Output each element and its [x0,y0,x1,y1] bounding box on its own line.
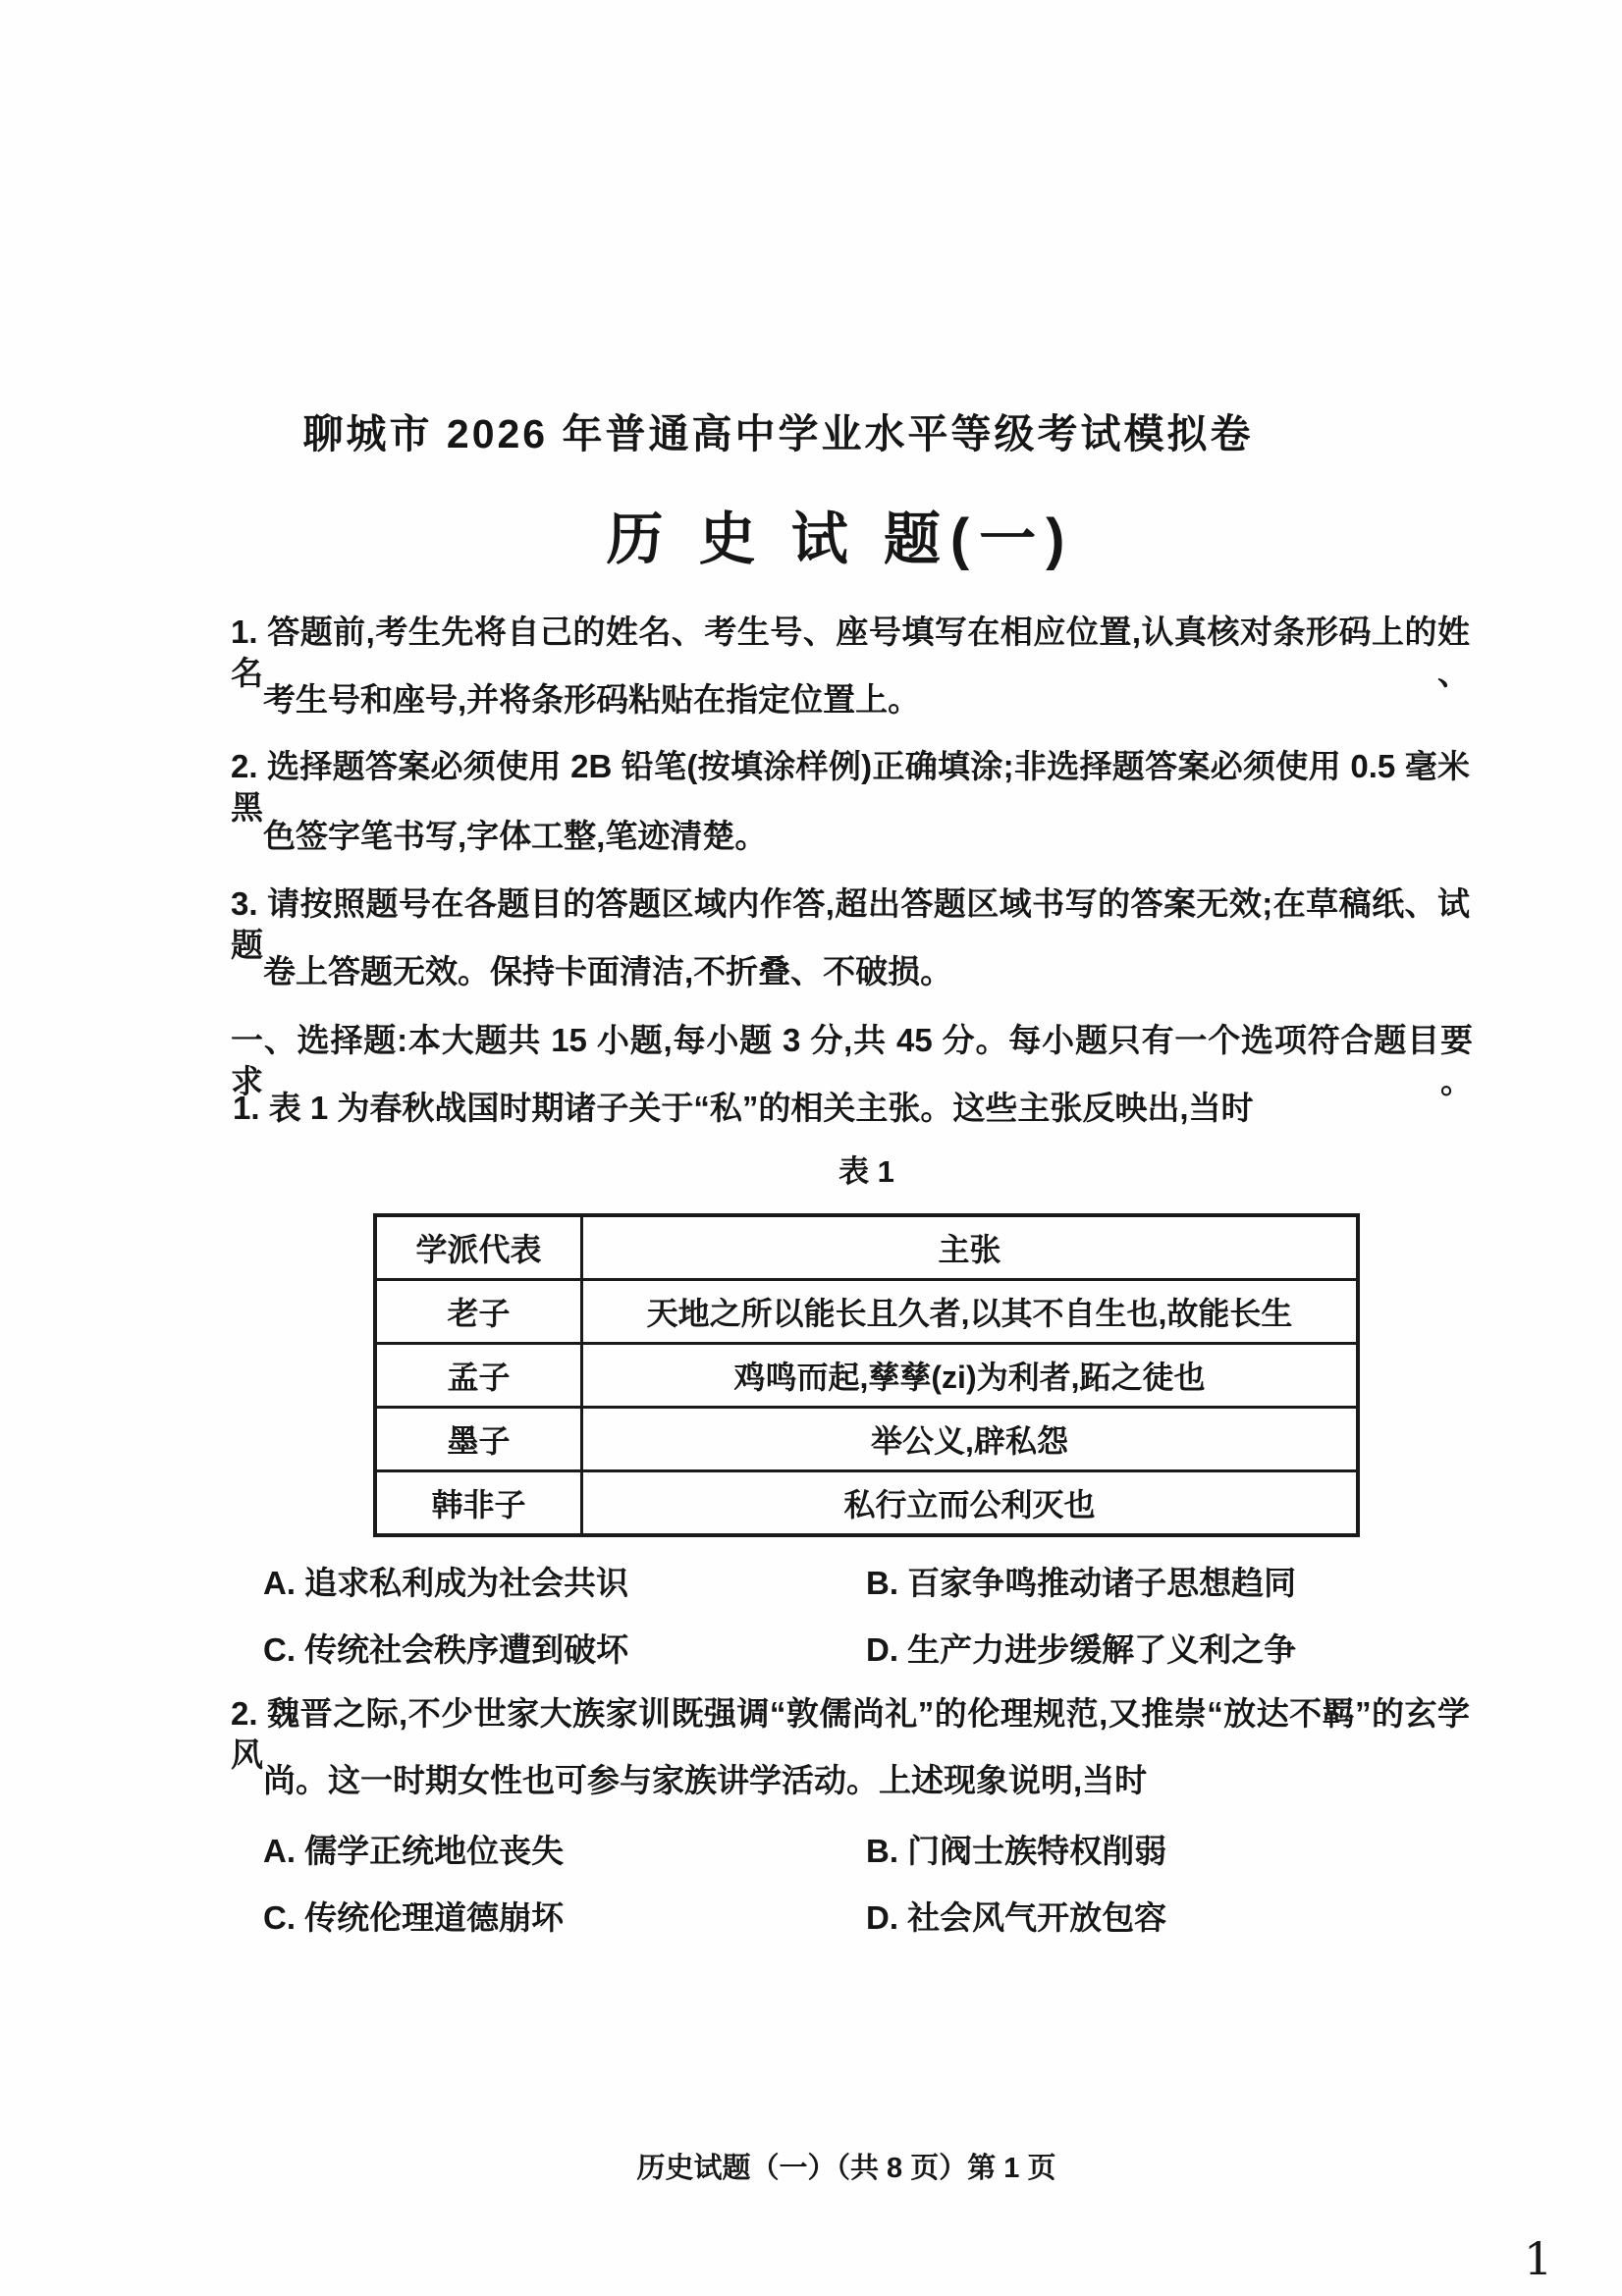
q1-option-d: D. 生产力进步缓解了义利之争 [866,1631,1297,1668]
table-cell: 墨子 [375,1408,582,1471]
table-cell: 天地之所以能长且久者,以其不自生也,故能长生 [582,1280,1359,1344]
table-cell: 举公义,辟私怨 [582,1408,1359,1471]
table-header-cell: 学派代表 [375,1215,582,1280]
page-corner-number: 1 [1524,2232,1553,2285]
exam-header-title: 聊城市 2026 年普通高中学业水平等级考试模拟卷 [302,411,1254,456]
notice-3-line-2: 卷上答题无效。保持卡面清洁,不折叠、不破损。 [263,953,953,989]
q1-table [373,1213,1360,1537]
question-1-stem: 1. 表 1 为春秋战国时期诸子关于“私”的相关主张。这些主张反映出,当时 [233,1090,1254,1126]
table-row [375,1471,1358,1536]
table-caption: 表 1 [838,1154,894,1189]
notice-2-line-2: 色签字笔书写,字体工整,笔迹清楚。 [263,818,768,854]
q2-option-b: B. 门阀士族特权削弱 [866,1833,1167,1869]
table-row [375,1408,1358,1471]
q2-option-a: A. 儒学正统地位丧失 [263,1833,565,1869]
notice-3-line-1: 3. 请按照题号在各题目的答题区域内作答,超出答题区域书写的答案无效;在草稿纸、试题 [231,885,1470,963]
table-cell: 私行立而公利灭也 [582,1471,1359,1536]
table-row [375,1344,1358,1408]
q1-option-b: B. 百家争鸣推动诸子思想趋同 [866,1565,1297,1601]
section-heading: 一、选择题:本大题共 15 小题,每小题 3 分,共 45 分。每小题只有一个选项符合题目要求。 [231,1022,1473,1099]
q2-option-d: D. 社会风气开放包容 [866,1899,1167,1936]
notice-1-line-1: 1. 答题前,考生先将自己的姓名、考生号、座号填写在相应位置,认真核对条形码上的姓名、 [231,614,1470,691]
table-header-cell: 主张 [582,1215,1359,1280]
question-2-line-1: 2. 魏晋之际,不少世家大族家训既强调“敦儒尚礼”的伦理规范,又推崇“放达不羁”的玄学风 [231,1695,1470,1773]
notice-1-line-2: 考生号和座号,并将条形码粘贴在指定位置上。 [263,681,921,718]
footer-page-info: 历史试题（一）（共 8 页）第 1 页 [636,2153,1056,2184]
table-cell: 鸡鸣而起,孳孳(zi)为利者,跖之徒也 [582,1344,1359,1408]
table-row [375,1280,1358,1344]
table-cell: 孟子 [375,1344,582,1408]
q1-option-a: A. 追求私利成为社会共识 [263,1565,629,1601]
table-cell: 老子 [375,1280,582,1344]
table-header-row [375,1215,1358,1280]
q1-option-c: C. 传统社会秩序遭到破坏 [263,1631,629,1668]
table-cell: 韩非子 [375,1471,582,1536]
question-2-line-2: 尚。这一时期女性也可参与家族讲学活动。上述现象说明,当时 [263,1762,1148,1798]
notice-2-line-1: 2. 选择题答案必须使用 2B 铅笔(按填涂样例)正确填涂;非选择题答案必须使用 0.5 毫米黑 [231,748,1470,826]
page-title: 历 史 试 题(一) [606,507,1075,571]
q2-option-c: C. 传统伦理道德崩坏 [263,1899,565,1936]
